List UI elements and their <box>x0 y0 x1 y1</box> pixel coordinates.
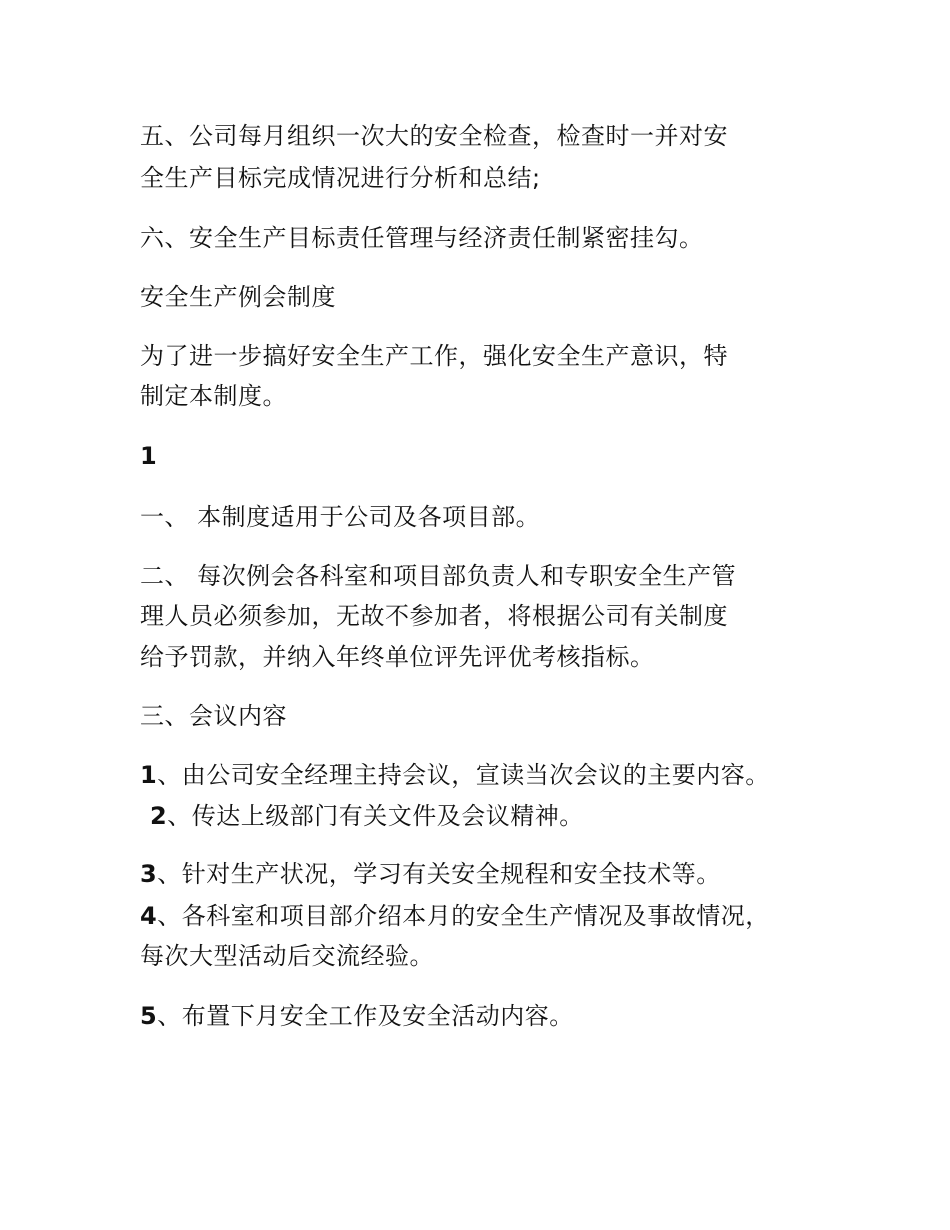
item-number: 1 <box>140 761 158 789</box>
item-number: 2 <box>150 802 168 830</box>
section-heading: 安全生产例会制度 <box>140 283 336 311</box>
text-line: 给予罚款，并纳入年终单位评先评优考核指标。 <box>140 643 655 671</box>
list-item <box>140 900 770 932</box>
text-line: 一、 本制度适用于公司及各项目部。 <box>140 503 541 531</box>
item-text: 、各科室和项目部介绍本月的安全生产情况及事故情况， <box>157 902 770 930</box>
text-line: 五、公司每月组织一次大的安全检查，检查时一并对安 <box>140 122 728 150</box>
text-line: 为了进一步搞好安全生产工作，强化安全生产意识，特 <box>140 342 728 370</box>
item-text: 、布置下月安全工作及安全活动内容。 <box>157 1002 574 1030</box>
item-text: 、传达上级部门有关文件及会议精神。 <box>167 802 584 830</box>
item-text: 每次大型活动后交流经验。 <box>140 942 434 970</box>
list-item <box>150 800 584 832</box>
list-item <box>140 759 770 791</box>
text-line: 理人员必须参加，无故不参加者，将根据公司有关制度 <box>140 602 728 630</box>
item-number: 5 <box>140 1002 158 1030</box>
list-item <box>140 1000 574 1032</box>
list-item-continuation <box>140 940 434 972</box>
item-text: 、由公司安全经理主持会议，宣读当次会议的主要内容。 <box>157 761 770 789</box>
text-line: 制定本制度。 <box>140 382 287 410</box>
item-number: 4 <box>140 902 158 930</box>
item-number: 3 <box>140 860 158 888</box>
text-line: 全生产目标完成情况进行分析和总结; <box>140 164 541 192</box>
text-line: 二、 每次例会各科室和项目部负责人和专职安全生产管 <box>140 562 737 590</box>
page-number: 1 <box>140 442 158 470</box>
text-line: 六、安全生产目标责任管理与经济责任制紧密挂勾。 <box>140 224 704 252</box>
text-line: 三、会议内容 <box>140 702 287 730</box>
list-item <box>140 858 721 890</box>
item-text: 、针对生产状况，学习有关安全规程和安全技术等。 <box>157 860 721 888</box>
